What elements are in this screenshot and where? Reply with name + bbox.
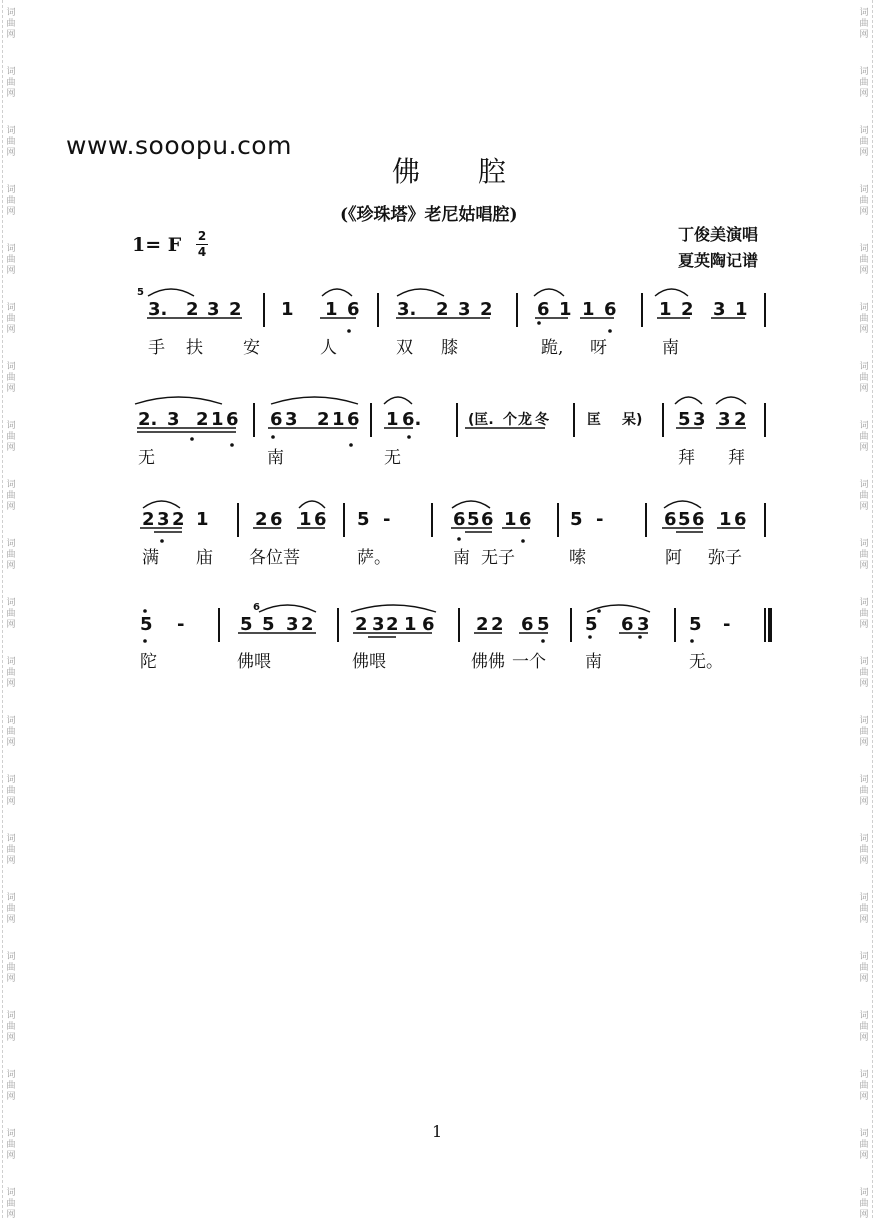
note: 6 — [621, 614, 634, 635]
watermark-glyph: 词 — [6, 657, 16, 667]
watermark-glyph: 词 — [6, 775, 16, 785]
watermark-glyph: 曲 — [859, 137, 869, 147]
watermark-glyph: 曲 — [6, 137, 16, 147]
slur — [143, 501, 180, 508]
note: 2 — [255, 509, 268, 530]
slur — [271, 397, 358, 404]
watermark-glyph: 词 — [859, 834, 869, 844]
note: 6 — [347, 409, 360, 430]
watermark-glyph: 网 — [859, 207, 869, 217]
watermark-glyph: 网 — [859, 1210, 869, 1220]
watermark-glyph: 词 — [6, 952, 16, 962]
note: 5 — [140, 614, 153, 635]
octave-dot — [349, 443, 353, 447]
note: 3 — [167, 409, 180, 430]
lyric: 双 — [396, 338, 413, 358]
watermark-glyph: 词 — [6, 1129, 16, 1139]
grace-note: 6 — [253, 602, 260, 613]
lyric: 一个 — [512, 652, 546, 672]
octave-dot — [541, 639, 545, 643]
watermark-glyph: 曲 — [859, 78, 869, 88]
note: 1 — [211, 409, 224, 430]
slur — [351, 605, 436, 612]
watermark-glyph: 词 — [859, 1011, 869, 1021]
watermark-glyph: 词 — [859, 657, 869, 667]
octave-dot — [608, 329, 612, 333]
watermark-glyph: 词 — [859, 303, 869, 313]
octave-dot — [407, 435, 411, 439]
watermark-glyph: 网 — [6, 1210, 16, 1220]
watermark-glyph: 网 — [859, 384, 869, 394]
note: 2 — [196, 409, 209, 430]
watermark-glyph: 网 — [859, 148, 869, 158]
watermark-glyph: 曲 — [6, 845, 16, 855]
watermark-glyph: 曲 — [6, 1199, 16, 1209]
watermark-glyph: 词 — [6, 1011, 16, 1021]
note: 个 — [503, 412, 517, 428]
note: 6 — [481, 509, 494, 530]
note: 3 — [207, 299, 220, 320]
note: 2 — [142, 509, 155, 530]
lyric: 南 — [662, 338, 679, 358]
watermark-glyph: 网 — [859, 620, 869, 630]
watermark-glyph: 词 — [6, 421, 16, 431]
watermark-glyph: 网 — [859, 266, 869, 276]
watermark-glyph: 网 — [859, 1151, 869, 1161]
octave-dot — [347, 329, 351, 333]
watermark-glyph: 曲 — [6, 1081, 16, 1091]
watermark-glyph: 词 — [859, 1188, 869, 1198]
slur — [664, 501, 701, 508]
lyric: 陀 — [140, 652, 157, 672]
note: 6 — [521, 614, 534, 635]
watermark-glyph: 词 — [6, 303, 16, 313]
watermark-glyph: 网 — [859, 974, 869, 984]
watermark-glyph: 网 — [6, 207, 16, 217]
note: 2 — [172, 509, 185, 530]
watermark-glyph: 词 — [6, 834, 16, 844]
note: 6 — [270, 509, 283, 530]
time-signature: 2 4 — [197, 229, 207, 259]
note: 3 — [157, 509, 170, 530]
note: 6 — [692, 509, 705, 530]
watermark-glyph: 曲 — [859, 904, 869, 914]
lyric: 各位菩 — [249, 548, 300, 568]
watermark-glyph: 词 — [6, 67, 16, 77]
watermark-glyph: 曲 — [859, 668, 869, 678]
note: 1 — [299, 509, 312, 530]
watermark-glyph: 网 — [859, 1033, 869, 1043]
note: 2 — [734, 409, 747, 430]
lyric: 手 — [148, 338, 165, 358]
note: 3 — [286, 614, 299, 635]
watermark-glyph: 网 — [6, 797, 16, 807]
lyric: 萨。 — [357, 548, 391, 568]
watermark-glyph: 网 — [859, 797, 869, 807]
watermark-glyph: 曲 — [6, 78, 16, 88]
watermark-glyph: 曲 — [6, 963, 16, 973]
watermark-glyph: 曲 — [859, 550, 869, 560]
watermark-glyph: 词 — [859, 775, 869, 785]
note: (匡. — [468, 412, 494, 428]
slur — [397, 289, 444, 296]
watermark-glyph: 网 — [6, 266, 16, 276]
octave-dot — [160, 539, 164, 543]
lyric: 弥子 — [708, 548, 742, 568]
watermark-glyph: 网 — [6, 915, 16, 925]
watermark-glyph: 曲 — [859, 491, 869, 501]
watermark-glyph: 曲 — [859, 727, 869, 737]
watermark-glyph: 词 — [6, 8, 16, 18]
note: - — [723, 614, 731, 635]
watermark-glyph: 词 — [6, 362, 16, 372]
watermark-glyph: 词 — [859, 952, 869, 962]
note: 2 — [476, 614, 489, 635]
watermark-glyph: 曲 — [859, 196, 869, 206]
note: - — [596, 509, 604, 530]
note: - — [383, 509, 391, 530]
watermark-glyph: 词 — [6, 893, 16, 903]
watermark-glyph: 网 — [6, 561, 16, 571]
lyric: 佛喂 — [352, 652, 386, 672]
note: 5 — [585, 614, 598, 635]
note: 6 — [734, 509, 747, 530]
watermark-glyph: 网 — [6, 679, 16, 689]
watermark-glyph: 词 — [859, 8, 869, 18]
note: 1 — [386, 409, 399, 430]
watermark-glyph: 网 — [859, 1092, 869, 1102]
watermark-glyph: 词 — [859, 539, 869, 549]
note: 1 — [504, 509, 517, 530]
watermark-glyph: 词 — [6, 1070, 16, 1080]
watermark-glyph: 曲 — [859, 432, 869, 442]
octave-dot — [457, 537, 461, 541]
note: 6 — [537, 299, 550, 320]
note: 1 — [281, 299, 294, 320]
note: 1 — [404, 614, 417, 635]
note: 3 — [637, 614, 650, 635]
octave-dot — [143, 639, 147, 643]
note: 3 — [285, 409, 298, 430]
watermark-glyph: 网 — [859, 443, 869, 453]
watermark-glyph: 网 — [859, 679, 869, 689]
watermark-glyph: 网 — [6, 856, 16, 866]
watermark-glyph: 网 — [859, 30, 869, 40]
lyric: 拜 — [728, 448, 745, 468]
note: 2 — [186, 299, 199, 320]
slur — [655, 289, 688, 296]
grace-note: 5 — [137, 287, 144, 298]
watermark-glyph: 词 — [859, 67, 869, 77]
lyric: 嗦 — [569, 548, 586, 568]
slur — [534, 289, 564, 296]
watermark-glyph: 曲 — [859, 609, 869, 619]
watermark-glyph: 曲 — [6, 314, 16, 324]
slur — [135, 397, 222, 404]
note: 2 — [301, 614, 314, 635]
slur — [452, 501, 490, 508]
watermark-glyph: 词 — [859, 126, 869, 136]
watermark-glyph: 网 — [6, 620, 16, 630]
note: 2. — [138, 409, 158, 430]
lyric: 无子 — [481, 548, 515, 568]
watermark-glyph: 网 — [859, 738, 869, 748]
lyric: 人 — [320, 338, 337, 358]
watermark-glyph: 词 — [859, 1070, 869, 1080]
note: 5 — [689, 614, 702, 635]
subtitle: (《珍珠塔》老尼姑唱腔) — [340, 205, 518, 225]
lyric: 膝 — [441, 338, 458, 358]
watermark-glyph: 网 — [6, 443, 16, 453]
note: 5 — [570, 509, 583, 530]
watermark-glyph: 曲 — [6, 255, 16, 265]
note: 5 — [262, 614, 275, 635]
watermark-glyph: 网 — [859, 561, 869, 571]
watermark-glyph: 词 — [6, 539, 16, 549]
note: 6 — [519, 509, 532, 530]
watermark-glyph: 词 — [6, 185, 16, 195]
watermark-glyph: 曲 — [859, 786, 869, 796]
note: 6. — [402, 409, 422, 430]
note: 3 — [718, 409, 731, 430]
watermark-glyph: 曲 — [6, 19, 16, 29]
note: - — [177, 614, 185, 635]
slur — [384, 397, 412, 404]
watermark-glyph: 词 — [859, 893, 869, 903]
watermark-glyph: 曲 — [6, 668, 16, 678]
watermark-glyph: 网 — [859, 89, 869, 99]
note: 5 — [678, 409, 691, 430]
watermark-glyph: 曲 — [859, 845, 869, 855]
watermark-glyph: 曲 — [6, 432, 16, 442]
key-signature: 1= F — [132, 234, 182, 256]
watermark-glyph: 曲 — [859, 255, 869, 265]
note: 6 — [453, 509, 466, 530]
lyric: 安 — [243, 338, 260, 358]
watermark-glyph: 网 — [6, 30, 16, 40]
watermark-glyph: 词 — [859, 1129, 869, 1139]
octave-dot — [143, 609, 147, 613]
slur — [322, 289, 352, 296]
watermark-glyph: 曲 — [6, 609, 16, 619]
watermark-glyph: 曲 — [859, 1199, 869, 1209]
octave-dot — [537, 321, 541, 325]
watermark-glyph: 曲 — [6, 786, 16, 796]
watermark-glyph: 词 — [859, 421, 869, 431]
note: 1 — [559, 299, 572, 320]
note: 5 — [467, 509, 480, 530]
watermark-glyph: 词 — [859, 716, 869, 726]
lyric: 无 — [384, 448, 401, 468]
watermark-glyph: 曲 — [859, 314, 869, 324]
note: 1 — [332, 409, 345, 430]
note: 6 — [314, 509, 327, 530]
octave-dot — [690, 639, 694, 643]
watermark-glyph: 词 — [859, 362, 869, 372]
note: 冬 — [535, 412, 549, 428]
note: 3 — [713, 299, 726, 320]
watermark-glyph: 网 — [6, 384, 16, 394]
watermark-glyph: 曲 — [6, 1140, 16, 1150]
lyric: 呀 — [590, 338, 607, 358]
lyric: 拜 — [678, 448, 695, 468]
watermark-glyph: 词 — [859, 185, 869, 195]
slur — [587, 605, 650, 612]
note: 呆) — [622, 412, 643, 428]
watermark-glyph: 网 — [6, 325, 16, 335]
watermark-glyph: 词 — [859, 244, 869, 254]
slur — [675, 397, 702, 404]
note: 2 — [386, 614, 399, 635]
note: 龙 — [518, 412, 532, 428]
note: 5 — [357, 509, 370, 530]
lyric: 无。 — [689, 652, 723, 672]
watermark-glyph: 曲 — [6, 727, 16, 737]
note: 1 — [719, 509, 732, 530]
note: 1 — [659, 299, 672, 320]
octave-dot — [521, 539, 525, 543]
note: 1 — [196, 509, 209, 530]
lyric: 佛佛 — [471, 652, 505, 672]
note: 6 — [270, 409, 283, 430]
note: 3 — [372, 614, 385, 635]
watermark-glyph: 词 — [859, 598, 869, 608]
note: 6 — [422, 614, 435, 635]
note: 3 — [693, 409, 706, 430]
watermark-glyph: 网 — [859, 325, 869, 335]
watermark-glyph: 曲 — [6, 373, 16, 383]
note: 2 — [681, 299, 694, 320]
watermark-glyph: 曲 — [6, 550, 16, 560]
singer-credit: 丁俊美演唱 — [678, 225, 759, 244]
watermark-glyph: 词 — [6, 1188, 16, 1198]
page-number: 1 — [432, 1122, 443, 1141]
lyric: 扶 — [186, 338, 203, 358]
watermark-glyph: 网 — [6, 89, 16, 99]
watermark-glyph: 词 — [859, 480, 869, 490]
lyric: 跪, — [541, 338, 564, 358]
note: 6 — [347, 299, 360, 320]
watermark-glyph: 网 — [6, 738, 16, 748]
watermark-glyph: 曲 — [6, 491, 16, 501]
lyric: 南 — [585, 652, 602, 672]
note: 6 — [226, 409, 239, 430]
watermark-glyph: 曲 — [859, 19, 869, 29]
slur — [259, 605, 316, 612]
watermark-glyph: 网 — [859, 856, 869, 866]
watermark-glyph: 网 — [6, 502, 16, 512]
note: 3 — [458, 299, 471, 320]
watermark-glyph: 网 — [859, 915, 869, 925]
octave-dot — [230, 443, 234, 447]
lyric: 无 — [138, 448, 155, 468]
watermark-glyph: 曲 — [859, 1081, 869, 1091]
slur — [148, 289, 194, 296]
watermark-glyph: 曲 — [6, 1022, 16, 1032]
note: 1 — [325, 299, 338, 320]
watermark-glyph: 曲 — [6, 904, 16, 914]
note: 3. — [148, 299, 168, 320]
note: 5 — [678, 509, 691, 530]
note: 2 — [436, 299, 449, 320]
page-title: 佛 腔 — [392, 155, 507, 188]
lyric: 满 — [142, 548, 159, 568]
watermark-glyph: 词 — [6, 598, 16, 608]
lyric: 庙 — [196, 548, 213, 568]
watermark-glyph: 网 — [6, 1092, 16, 1102]
slur — [716, 397, 746, 404]
note: 2 — [491, 614, 504, 635]
watermark-glyph: 词 — [6, 716, 16, 726]
note: 匡 — [587, 412, 601, 428]
note: 1 — [582, 299, 595, 320]
lyric: 佛喂 — [237, 652, 271, 672]
lyric: 南 — [453, 548, 470, 568]
watermark-glyph: 曲 — [859, 1022, 869, 1032]
watermark-glyph: 词 — [6, 126, 16, 136]
note: 2 — [355, 614, 368, 635]
octave-dot — [597, 609, 601, 613]
transcriber-credit: 夏英陶记谱 — [678, 251, 759, 270]
octave-dot — [638, 635, 642, 639]
note: 6 — [604, 299, 617, 320]
note: 3. — [397, 299, 417, 320]
watermark-glyph: 网 — [6, 974, 16, 984]
note: 5 — [537, 614, 550, 635]
slur — [299, 501, 325, 508]
watermark-glyph: 网 — [859, 502, 869, 512]
octave-dot — [588, 635, 592, 639]
note: 1 — [735, 299, 748, 320]
watermark-glyph: 词 — [6, 480, 16, 490]
site-url: www.sooopu.com — [66, 131, 292, 160]
note: 2 — [317, 409, 330, 430]
watermark-glyph: 网 — [6, 148, 16, 158]
note: 6 — [664, 509, 677, 530]
watermark-glyph: 网 — [6, 1151, 16, 1161]
note: 2 — [229, 299, 242, 320]
watermark-glyph: 曲 — [859, 963, 869, 973]
note: 2 — [480, 299, 493, 320]
lyric: 南 — [267, 448, 284, 468]
lyric: 阿 — [665, 548, 682, 568]
watermark-glyph: 曲 — [859, 373, 869, 383]
octave-dot — [271, 435, 275, 439]
watermark-glyph: 网 — [6, 1033, 16, 1043]
octave-dot — [190, 437, 194, 441]
note: 5 — [240, 614, 253, 635]
watermark-glyph: 词 — [6, 244, 16, 254]
watermark-glyph: 曲 — [859, 1140, 869, 1150]
watermark-glyph: 曲 — [6, 196, 16, 206]
